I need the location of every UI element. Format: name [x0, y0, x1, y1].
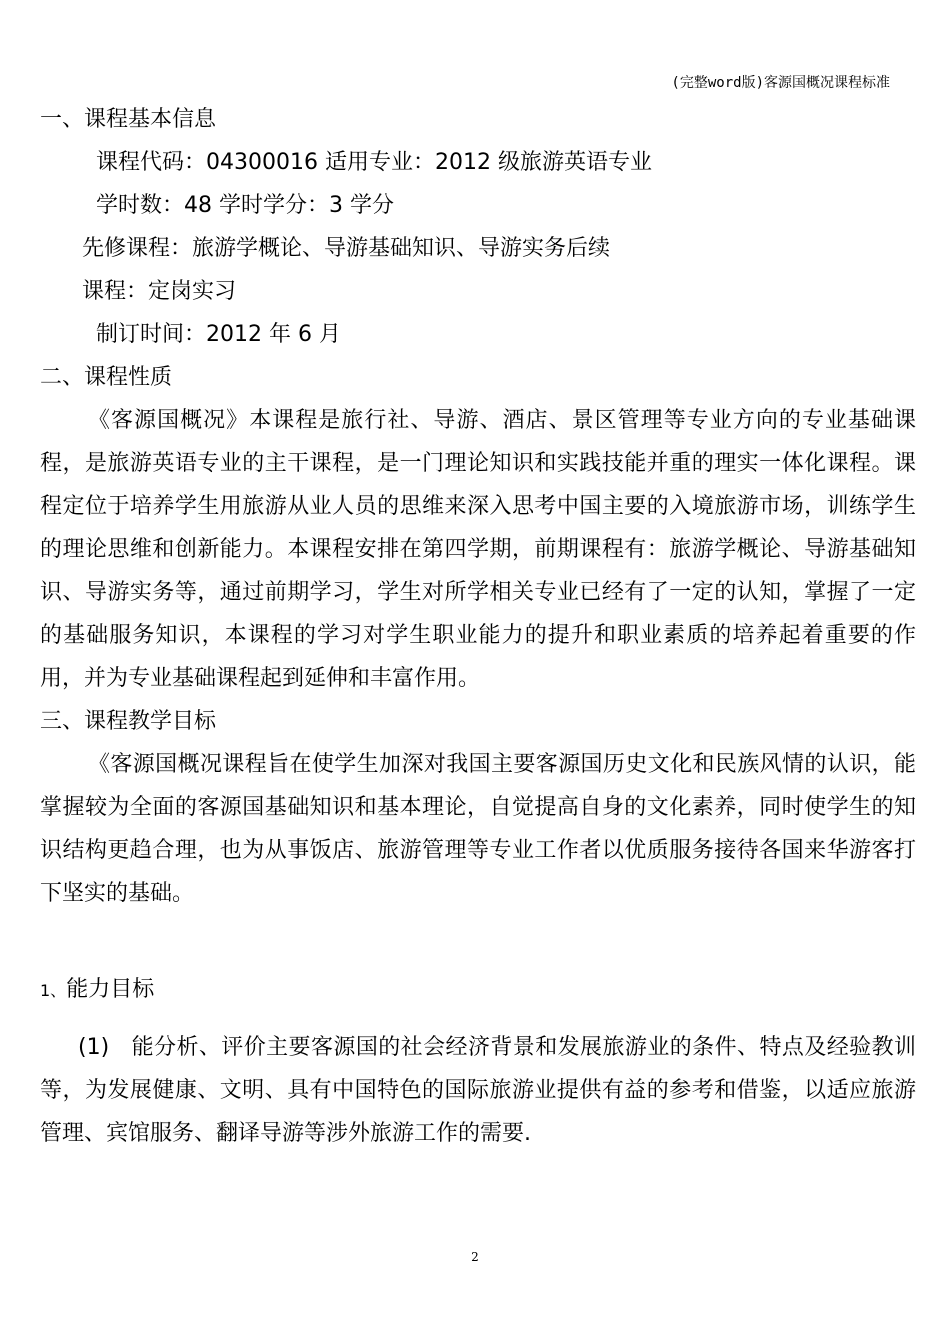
ability-goals-heading	[40, 960, 916, 1020]
page-header: (完整word版)客源国概况课程标准	[671, 75, 890, 91]
ability-goals-title: 能力目标	[66, 977, 155, 1002]
section-heading-course-nature: 二、课程性质	[40, 365, 173, 390]
prerequisite-line: 先修课程：旅游学概论、导游基础知识、导游实务后续	[82, 236, 611, 261]
blank-spacer	[40, 915, 916, 960]
course-nature-paragraph: 《客源国概况》本课程是旅行社、导游、酒店、景区管理等专业方向的专业基础课程，是旅游英语专业的主干课程，是一门理论知识和实践技能并重的理实一体化课程。课程定位于培养学生用旅游从业人员的思维来深入思考中国主要的入境旅游市场，训练学生的理论思维和创新能力。本课程安排在第四学期，前期课程有：旅游学概论、导游基础知识、导游实务等，通过前期学习，学生对所学相关专业已经有了一定的认知，掌握了一定的基础服务知识，本课程的学习对学生职业能力的提升和职业素质的培养起着重要的作用，并为专业基础课程起到延伸和丰富作用。	[40, 408, 916, 691]
ability-item-text: 能分析、评价主要客源国的社会经济背景和发展旅游业的条件、特点及经验教训等，为发展健康、文明、具有中国特色的国际旅游业提供有益的参考和借鉴，以适应旅游管理、宾馆服务、翻译导游等涉外旅游工作的需要.	[40, 1035, 916, 1146]
section-heading-teaching-goals: 三、课程教学目标	[40, 709, 217, 734]
ability-goals-number: 1、	[40, 981, 67, 1000]
teaching-goals-paragraph: 《客源国概况课程旨在使学生加深对我国主要客源国历史文化和民族风情的认识，能掌握较为全面的客源国基础知识和基本理论，自觉提高自身的文化素养，同时使学生的知识结构更趋合理，也为从事饭店、旅游管理等专业工作者以优质服务接待各国来华游客打下坚实的基础。	[40, 752, 916, 906]
revision-date-line: 制订时间：2012 年 6 月	[96, 322, 341, 347]
ability-item-1	[40, 1026, 916, 1155]
page-number: 2	[471, 1250, 479, 1264]
hours-credits-line: 学时数：48 学时学分：3 学分	[96, 193, 394, 218]
course-code-line: 课程代码：04300016 适用专业：2012 级旅游英语专业	[96, 150, 652, 175]
ability-item-number: (1)	[78, 1035, 110, 1060]
section-heading-basic-info: 一、课程基本信息	[40, 107, 217, 132]
followup-course-line: 课程：定岗实习	[82, 279, 237, 304]
document-body	[40, 98, 916, 1155]
